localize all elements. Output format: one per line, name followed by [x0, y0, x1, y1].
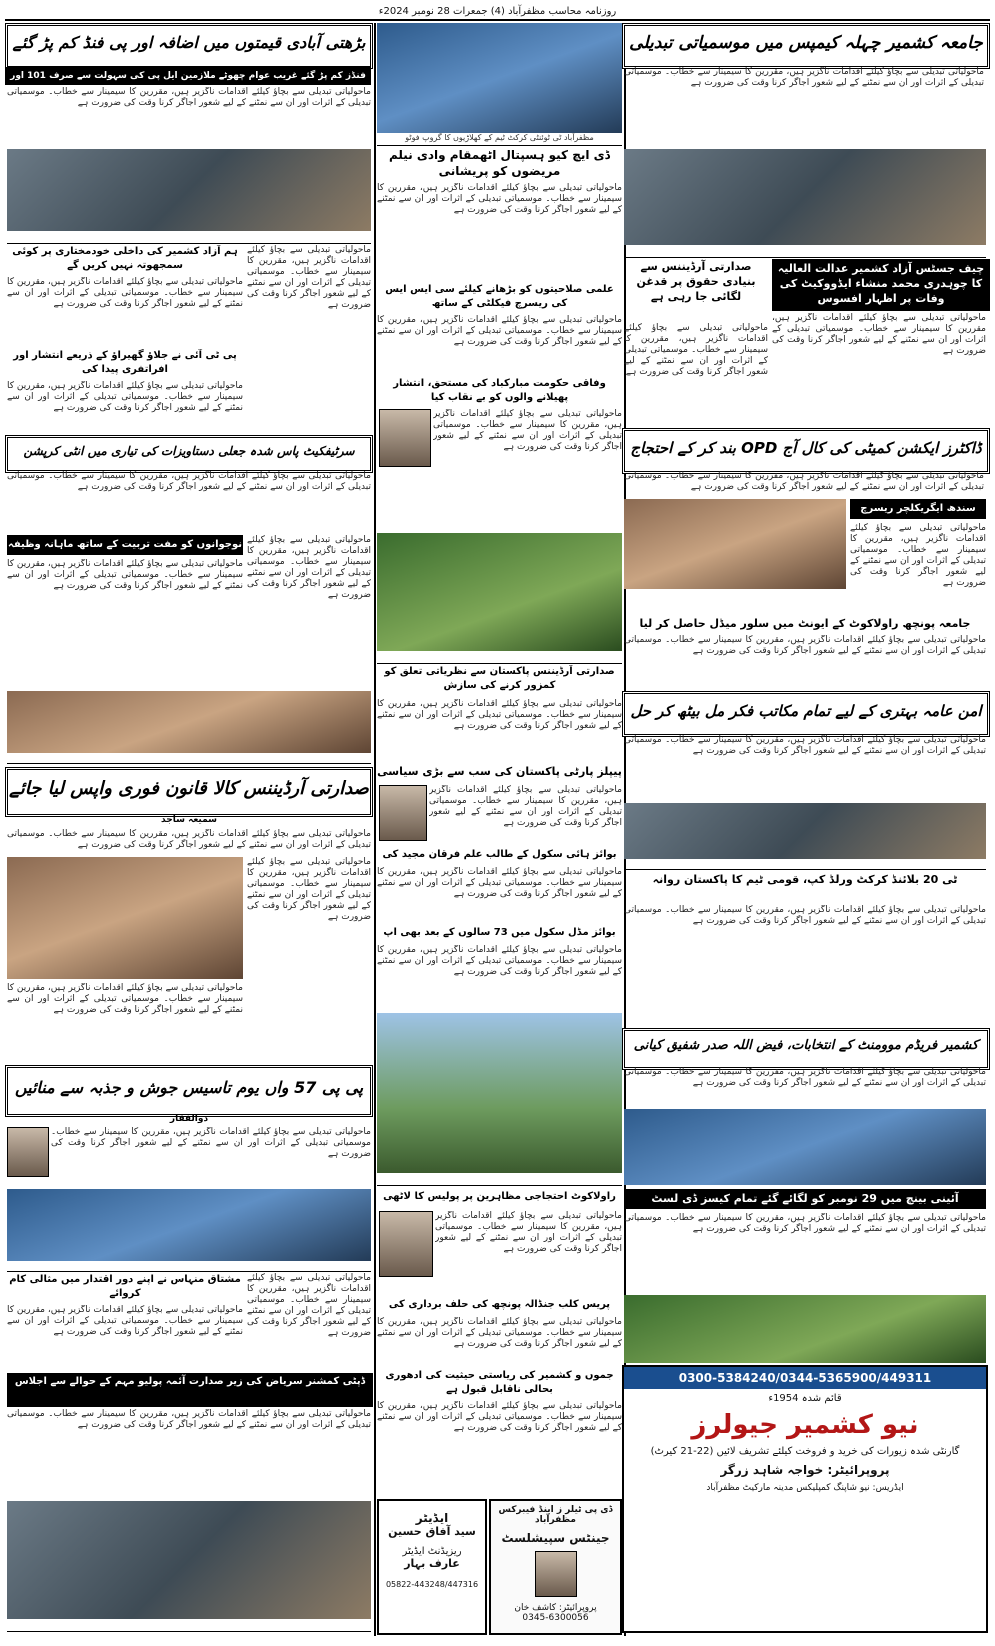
news-photo [7, 149, 371, 231]
headline: علمی صلاحیتوں کو بڑھانے کیلئے سی ایس ایس کی ریسرچ فیکلٹی کے ساتھ [385, 284, 614, 309]
photo-caption [377, 1173, 622, 1186]
headline: صدارتی آرڈیننس سے بنیادی حقوق پر قدغن لگائی جا رہی ہے [636, 260, 756, 303]
ad-title: ڈی پی ٹیلر ز اینڈ فیبرکس مظفرآباد [498, 1505, 613, 1525]
article-body: ماحولیاتی تبدیلی سے بچاؤ کیلئے اقدامات ناگزیر ہیں، مقررین کا سیمینار سے خطاب۔ موسمیاتی تبدیلی کے اثرات اور ان سے نمٹنے کے لیے شعور اجاگر کرنا وقت کی ضرورت ہے [377, 183, 622, 215]
ad-title: نیو کشمیر جیولرز [691, 1410, 919, 1440]
article-body: ماحولیاتی تبدیلی سے بچاؤ کیلئے اقدامات ناگزیر ہیں، مقررین کا سیمینار سے خطاب۔ موسمیاتی تبدیلی کے اثرات اور ان سے نمٹنے کے لیے شعور اجاگر کرنا وقت کی ضرورت ہے [377, 315, 622, 347]
article-body: ماحولیاتی تبدیلی سے بچاؤ کیلئے اقدامات ناگزیر ہیں، مقررین کا سیمینار سے خطاب۔ موسمیاتی تبدیلی کے اثرات اور ان سے نمٹنے کے لیے شعور اجاگر کرنا وقت کی ضرورت ہے [624, 323, 768, 377]
headline: بڑھتی آبادی قیمتوں میں اضافہ اور پی فنڈ کم پڑ گئے [5, 23, 373, 69]
article-body: ماحولیاتی تبدیلی سے بچاؤ کیلئے اقدامات ناگزیر ہیں، مقررین کا سیمینار سے خطاب۔ موسمیاتی تبدیلی کے اثرات اور ان سے نمٹنے کے لیے شعور اجاگر کرنا وقت کی ضرورت ہے [433, 409, 622, 452]
headline: راولاکوٹ احتجاجی مظاہرین پر پولیس کا لاٹھی [383, 1191, 616, 1202]
headline: آئینی بینچ میں 29 نومبر کو لگائے گئے تمام کیسز ڈی لسٹ [624, 1189, 986, 1209]
article-body: ماحولیاتی تبدیلی سے بچاؤ کیلئے اقدامات ناگزیر ہیں، مقررین کا سیمینار سے خطاب۔ موسمیاتی تبدیلی کے اثرات اور ان سے نمٹنے کے لیے شعور اجاگر کرنا وقت کی ضرورت ہے [247, 245, 371, 310]
article-body: ماحولیاتی تبدیلی سے بچاؤ کیلئے اقدامات ناگزیر ہیں، مقررین کا سیمینار سے خطاب۔ موسمیاتی تبدیلی کے اثرات اور ان سے نمٹنے کے لیے شعور اجاگر کرنا وقت کی ضرورت ہے [624, 735, 986, 756]
article-body: ماحولیاتی تبدیلی سے بچاؤ کیلئے اقدامات ناگزیر ہیں، مقررین کا سیمینار سے خطاب۔ موسمیاتی تبدیلی کے اثرات اور ان سے نمٹنے کے لیے شعور اجاگر کرنا وقت کی ضرورت ہے [7, 87, 371, 108]
photo-caption [377, 651, 622, 664]
headline: جامعہ کشمیر چہلہ کیمپس میں موسمیاتی تبدیلی [622, 23, 990, 69]
ad-address: ایڈریس: نیو شاپنگ کمپلیکس مدینہ مارکیٹ مظفرآباد [706, 1483, 904, 1493]
article-body: ماحولیاتی تبدیلی سے بچاؤ کیلئے اقدامات ناگزیر ہیں، مقررین کا سیمینار سے خطاب۔ موسمیاتی تبدیلی کے اثرات اور ان سے نمٹنے کے لیے شعور اجاگر کرنا وقت کی ضرورت ہے [624, 67, 984, 88]
article-body: ماحولیاتی تبدیلی سے بچاؤ کیلئے اقدامات ناگزیر ہیں، مقررین کا سیمینار سے خطاب۔ موسمیاتی تبدیلی کے اثرات اور ان سے نمٹنے کے لیے شعور اجاگر کرنا وقت کی ضرورت ہے [624, 1067, 986, 1088]
right-column [622, 23, 990, 1636]
article-body: ماحولیاتی تبدیلی سے بچاؤ کیلئے اقدامات ناگزیر ہیں، مقررین کا سیمینار سے خطاب۔ موسمیاتی تبدیلی کے اثرات اور ان سے نمٹنے کے لیے شعور اجاگر کرنا وقت کی ضرورت ہے [850, 523, 986, 588]
photo-caption [624, 245, 986, 258]
headline-byline: سمیعہ ساجد [161, 815, 217, 825]
portrait-photo [379, 409, 431, 467]
article-body: ماحولیاتی تبدیلی سے بچاؤ کیلئے اقدامات ناگزیر ہیں، مقررین کا سیمینار سے خطاب۔ موسمیاتی تبدیلی کے اثرات اور ان سے نمٹنے کے لیے شعور اجاگر کرنا وقت کی ضرورت ہے [624, 471, 984, 492]
article-body: ماحولیاتی تبدیلی سے بچاؤ کیلئے اقدامات ناگزیر ہیں، مقررین کا سیمینار سے خطاب۔ موسمیاتی تبدیلی کے اثرات اور ان سے نمٹنے کے لیے شعور اجاگر کرنا وقت کی ضرورت ہے [247, 535, 371, 600]
photo-caption [7, 1261, 371, 1272]
ad-phone: 0345-6300056 [522, 1613, 589, 1623]
headline: پی ٹی آئی نے جلاؤ گھیراؤ کے ذریعے انتشار اور افراتفری پیدا کی [13, 350, 237, 375]
team-photo [377, 23, 622, 133]
headline: پریس کلب جنڈالہ پونچھ کی حلف برداری کی [388, 1299, 611, 1310]
headline: چیف جسٹس آزاد کشمیر عدالت العالیہ کا چوہدری محمد منشاء ایڈووکیٹ کی وفات پر اظہار افسوس [772, 259, 990, 311]
headline: کشمیر فریڈم موومنٹ کے انتخابات، فیض اللہ صدر شفیق کیانی [622, 1028, 990, 1070]
headline: جامعہ پونچھ راولاکوٹ کے ایونٹ میں سلور میڈل حاصل کر لیا [639, 617, 971, 630]
headline: سرٹیفکیٹ پاس شدہ جعلی دستاویزات کی تیاری میں انٹی کرپشن [5, 435, 373, 473]
news-photo [7, 1189, 371, 1261]
masthead: روزنامہ محاسب مظفرآباد (4) جمعرات 28 نومبر 2024ء [5, 5, 990, 21]
article-body: ماحولیاتی تبدیلی سے بچاؤ کیلئے اقدامات ناگزیر ہیں، مقررین کا سیمینار سے خطاب۔ موسمیاتی تبدیلی کے اثرات اور ان سے نمٹنے کے لیے شعور اجاگر کرنا وقت کی ضرورت ہے [7, 277, 243, 309]
news-photo [7, 1501, 371, 1619]
article-body: ماحولیاتی تبدیلی سے بچاؤ کیلئے اقدامات ناگزیر ہیں، مقررین کا سیمینار سے خطاب۔ موسمیاتی تبدیلی کے اثرات اور ان سے نمٹنے کے لیے شعور اجاگر کرنا وقت کی ضرورت ہے [624, 1213, 986, 1234]
middle-column [377, 23, 622, 1636]
headline: ٹی 20 بلائنڈ کرکٹ ورلڈ کپ، قومی ٹیم کا پاکستان روانہ [652, 873, 958, 886]
article-body: ماحولیاتی تبدیلی سے بچاؤ کیلئے اقدامات ناگزیر ہیں، مقررین کا سیمینار سے خطاب۔ موسمیاتی تبدیلی کے اثرات اور ان سے نمٹنے کے لیے شعور اجاگر کرنا وقت کی ضرورت ہے [7, 559, 243, 591]
ad-owner: پروپرائیٹر: کاشف خان [514, 1603, 597, 1613]
article-body: ماحولیاتی تبدیلی سے بچاؤ کیلئے اقدامات ناگزیر ہیں، مقررین کا سیمینار سے خطاب۔ موسمیاتی تبدیلی کے اثرات اور ان سے نمٹنے کے لیے شعور اجاگر کرنا وقت کی ضرورت ہے [377, 945, 622, 977]
headline: پیپلز پارٹی پاکستان کی سب سے بڑی سیاسی [377, 765, 622, 778]
ad-subtitle: جینٹس سپیشلسٹ [501, 1531, 610, 1545]
article-body: ماحولیاتی تبدیلی سے بچاؤ کیلئے اقدامات ناگزیر ہیں، مقررین کا سیمینار سے خطاب۔ موسمیاتی تبدیلی کے اثرات اور ان سے نمٹنے کے لیے شعور اجاگر کرنا وقت کی ضرورت ہے [247, 1273, 371, 1338]
portrait-photo [535, 1551, 577, 1597]
headline: پی پی 57 واں یوم تاسیس جوش و جذبہ سے منائیں [5, 1065, 373, 1117]
resident-editor-name: عارف بہار [404, 1557, 460, 1570]
article-body: ماحولیاتی تبدیلی سے بچاؤ کیلئے اقدامات ناگزیر ہیں، مقررین کا سیمینار سے خطاب۔ موسمیاتی تبدیلی کے اثرات اور ان سے نمٹنے کے لیے شعور اجاگر کرنا وقت کی ضرورت ہے [51, 1127, 371, 1159]
article-body: ماحولیاتی تبدیلی سے بچاؤ کیلئے اقدامات ناگزیر ہیں، مقررین کا سیمینار سے خطاب۔ موسمیاتی تبدیلی کے اثرات اور ان سے نمٹنے کے لیے شعور اجاگر کرنا وقت کی ضرورت ہے [772, 313, 986, 356]
portrait-photo [379, 1211, 433, 1277]
article-body: ماحولیاتی تبدیلی سے بچاؤ کیلئے اقدامات ناگزیر ہیں، مقررین کا سیمینار سے خطاب۔ موسمیاتی تبدیلی کے اثرات اور ان سے نمٹنے کے لیے شعور اجاگر کرنا وقت کی ضرورت ہے [624, 905, 986, 926]
article-body: ماحولیاتی تبدیلی سے بچاؤ کیلئے اقدامات ناگزیر ہیں، مقررین کا سیمینار سے خطاب۔ موسمیاتی تبدیلی کے اثرات اور ان سے نمٹنے کے لیے شعور اجاگر کرنا وقت کی ضرورت ہے [247, 857, 371, 922]
article-body: ماحولیاتی تبدیلی سے بچاؤ کیلئے اقدامات ناگزیر ہیں، مقررین کا سیمینار سے خطاب۔ موسمیاتی تبدیلی کے اثرات اور ان سے نمٹنے کے لیے شعور اجاگر کرنا وقت کی ضرورت ہے [7, 983, 243, 1015]
headline: ہم آزاد کشمیر کی داخلی خودمختاری پر کوئی سمجھوتہ نہیں کریں گے [12, 246, 238, 271]
news-photo [624, 499, 846, 589]
headline: مشتاق منہاس نے اپنے دور اقتدار میں مثالی کام کروائے [9, 1274, 241, 1299]
article-body: ماحولیاتی تبدیلی سے بچاؤ کیلئے اقدامات ناگزیر ہیں، مقررین کا سیمینار سے خطاب۔ موسمیاتی تبدیلی کے اثرات اور ان سے نمٹنے کے لیے شعور اجاگر کرنا وقت کی ضرورت ہے [7, 471, 371, 492]
article-body: ماحولیاتی تبدیلی سے بچاؤ کیلئے اقدامات ناگزیر ہیں، مقررین کا سیمینار سے خطاب۔ موسمیاتی تبدیلی کے اثرات اور ان سے نمٹنے کے لیے شعور اجاگر کرنا وقت کی ضرورت ہے [7, 829, 371, 850]
editor-title: ایڈیٹر [415, 1511, 449, 1525]
headline: بوائز ہائی سکول کے طالب علم فرقان مجید کی [382, 849, 617, 860]
article-body: ماحولیاتی تبدیلی سے بچاؤ کیلئے اقدامات ناگزیر ہیں، مقررین کا سیمینار سے خطاب۔ موسمیاتی تبدیلی کے اثرات اور ان سے نمٹنے کے لیے شعور اجاگر کرنا وقت کی ضرورت ہے [377, 1317, 622, 1349]
photo-caption [7, 753, 371, 764]
headline: سندھ ایگریکلچر ریسرچ [850, 499, 986, 519]
news-photo [7, 691, 371, 753]
news-photo [624, 149, 986, 245]
headline: وفاقی حکومت مبارکباد کی مستحق، انتشار پھیلانے والوں کو بے نقاب کیا [393, 378, 606, 403]
news-photo [624, 803, 986, 859]
article-body: ماحولیاتی تبدیلی سے بچاؤ کیلئے اقدامات ناگزیر ہیں، مقررین کا سیمینار سے خطاب۔ موسمیاتی تبدیلی کے اثرات اور ان سے نمٹنے کے لیے شعور اجاگر کرنا وقت کی ضرورت ہے [435, 1211, 622, 1254]
editor-name: سید آفاق حسین [388, 1525, 476, 1538]
article-body: ماحولیاتی تبدیلی سے بچاؤ کیلئے اقدامات ناگزیر ہیں، مقررین کا سیمینار سے خطاب۔ موسمیاتی تبدیلی کے اثرات اور ان سے نمٹنے کے لیے شعور اجاگر کرنا وقت کی ضرورت ہے [7, 381, 243, 413]
article-body: ماحولیاتی تبدیلی سے بچاؤ کیلئے اقدامات ناگزیر ہیں، مقررین کا سیمینار سے خطاب۔ موسمیاتی تبدیلی کے اثرات اور ان سے نمٹنے کے لیے شعور اجاگر کرنا وقت کی ضرورت ہے [624, 635, 986, 656]
headline: صدارتی آرڈیننس پاکستان سے نظریاتی تعلق کو کمزور کرنے کی سازش [384, 666, 615, 691]
headline-byline: ذوالفقار [169, 1114, 209, 1124]
tailors-ad [489, 1499, 622, 1635]
resident-editor-title: ریزیڈنٹ ایڈیٹر [402, 1546, 462, 1557]
headline: صدارتی آرڈیننس کالا قانون فوری واپس لیا جائے [5, 767, 373, 817]
ad-subtitle: گارنٹی شدہ زیورات کی خرید و فروخت کیلئے تشریف لائیں (22-21 کیرٹ) [650, 1446, 960, 1457]
photo-caption: مظفرآباد ٹی ٹوئنٹی کرکٹ ٹیم کے کھلاڑیوں کا گروپ فوٹو [377, 133, 622, 146]
headline: ڈاکٹرز ایکشن کمیٹی کی کال آج OPD بند کر کے احتجاج [622, 428, 990, 474]
headline: امن عامہ بہتری کے لیے تمام مکاتب فکر مل بیٹھ کر حل [622, 691, 990, 737]
column-divider [374, 23, 376, 1636]
newspaper-page [5, 5, 990, 1636]
news-photo [377, 1013, 622, 1173]
subheadline: فنڈز کم پڑ گئے غریب عوام چھوٹے ملازمین ایل پی کی سہولت سے صرف 101 اور [5, 67, 371, 85]
ad-phone: 0300-5384240/0344-5365900/449311 [624, 1367, 986, 1389]
news-photo [7, 857, 243, 979]
news-photo [377, 533, 622, 651]
editor-box [377, 1499, 487, 1635]
news-photo [624, 1109, 986, 1185]
headline: نوجوانوں کو مفت تربیت کے ساتھ ماہانہ وظیفہ [7, 535, 243, 555]
article-body: ماحولیاتی تبدیلی سے بچاؤ کیلئے اقدامات ناگزیر ہیں، مقررین کا سیمینار سے خطاب۔ موسمیاتی تبدیلی کے اثرات اور ان سے نمٹنے کے لیے شعور اجاگر کرنا وقت کی ضرورت ہے [377, 867, 622, 899]
article-body: ماحولیاتی تبدیلی سے بچاؤ کیلئے اقدامات ناگزیر ہیں، مقررین کا سیمینار سے خطاب۔ موسمیاتی تبدیلی کے اثرات اور ان سے نمٹنے کے لیے شعور اجاگر کرنا وقت کی ضرورت ہے [429, 785, 622, 828]
photo-caption [7, 231, 371, 244]
article-body: ماحولیاتی تبدیلی سے بچاؤ کیلئے اقدامات ناگزیر ہیں، مقررین کا سیمینار سے خطاب۔ موسمیاتی تبدیلی کے اثرات اور ان سے نمٹنے کے لیے شعور اجاگر کرنا وقت کی ضرورت ہے [377, 1401, 622, 1433]
headline: ڈی ایچ کیو ہسپتال اٹھمقام وادی نیلم مریضوں کو پریشانی [389, 148, 610, 178]
photo-caption [7, 1619, 371, 1632]
photo-caption [624, 859, 986, 870]
ad-owner: پروپرائیٹر: خواجہ شاہد زرگر [720, 1463, 890, 1477]
headline: جموں و کشمیر کی ریاستی حیثیت کی ادھوری بحالی ناقابل قبول ہے [385, 1370, 614, 1395]
headline: ڈپٹی کمشنر سریاض کی زیر صدارت آئمہ پولیو مہم کے حوالے سے اجلاس [7, 1373, 373, 1407]
jewellers-ad [622, 1365, 988, 1633]
left-column [5, 23, 373, 1636]
ad-established: قائم شدہ 1954ء [768, 1393, 842, 1404]
article-body: ماحولیاتی تبدیلی سے بچاؤ کیلئے اقدامات ناگزیر ہیں، مقررین کا سیمینار سے خطاب۔ موسمیاتی تبدیلی کے اثرات اور ان سے نمٹنے کے لیے شعور اجاگر کرنا وقت کی ضرورت ہے [7, 1409, 371, 1430]
editor-phone: 05822-443248/447316 [385, 1580, 479, 1589]
article-body: ماحولیاتی تبدیلی سے بچاؤ کیلئے اقدامات ناگزیر ہیں، مقررین کا سیمینار سے خطاب۔ موسمیاتی تبدیلی کے اثرات اور ان سے نمٹنے کے لیے شعور اجاگر کرنا وقت کی ضرورت ہے [7, 1305, 243, 1337]
portrait-photo [379, 785, 427, 841]
article-body: ماحولیاتی تبدیلی سے بچاؤ کیلئے اقدامات ناگزیر ہیں، مقررین کا سیمینار سے خطاب۔ موسمیاتی تبدیلی کے اثرات اور ان سے نمٹنے کے لیے شعور اجاگر کرنا وقت کی ضرورت ہے [377, 699, 622, 731]
portrait-photo [7, 1127, 49, 1177]
news-photo [624, 1295, 986, 1363]
headline: بوائز مڈل سکول میں 73 سالوں کے بعد بھی اپ [383, 927, 616, 938]
